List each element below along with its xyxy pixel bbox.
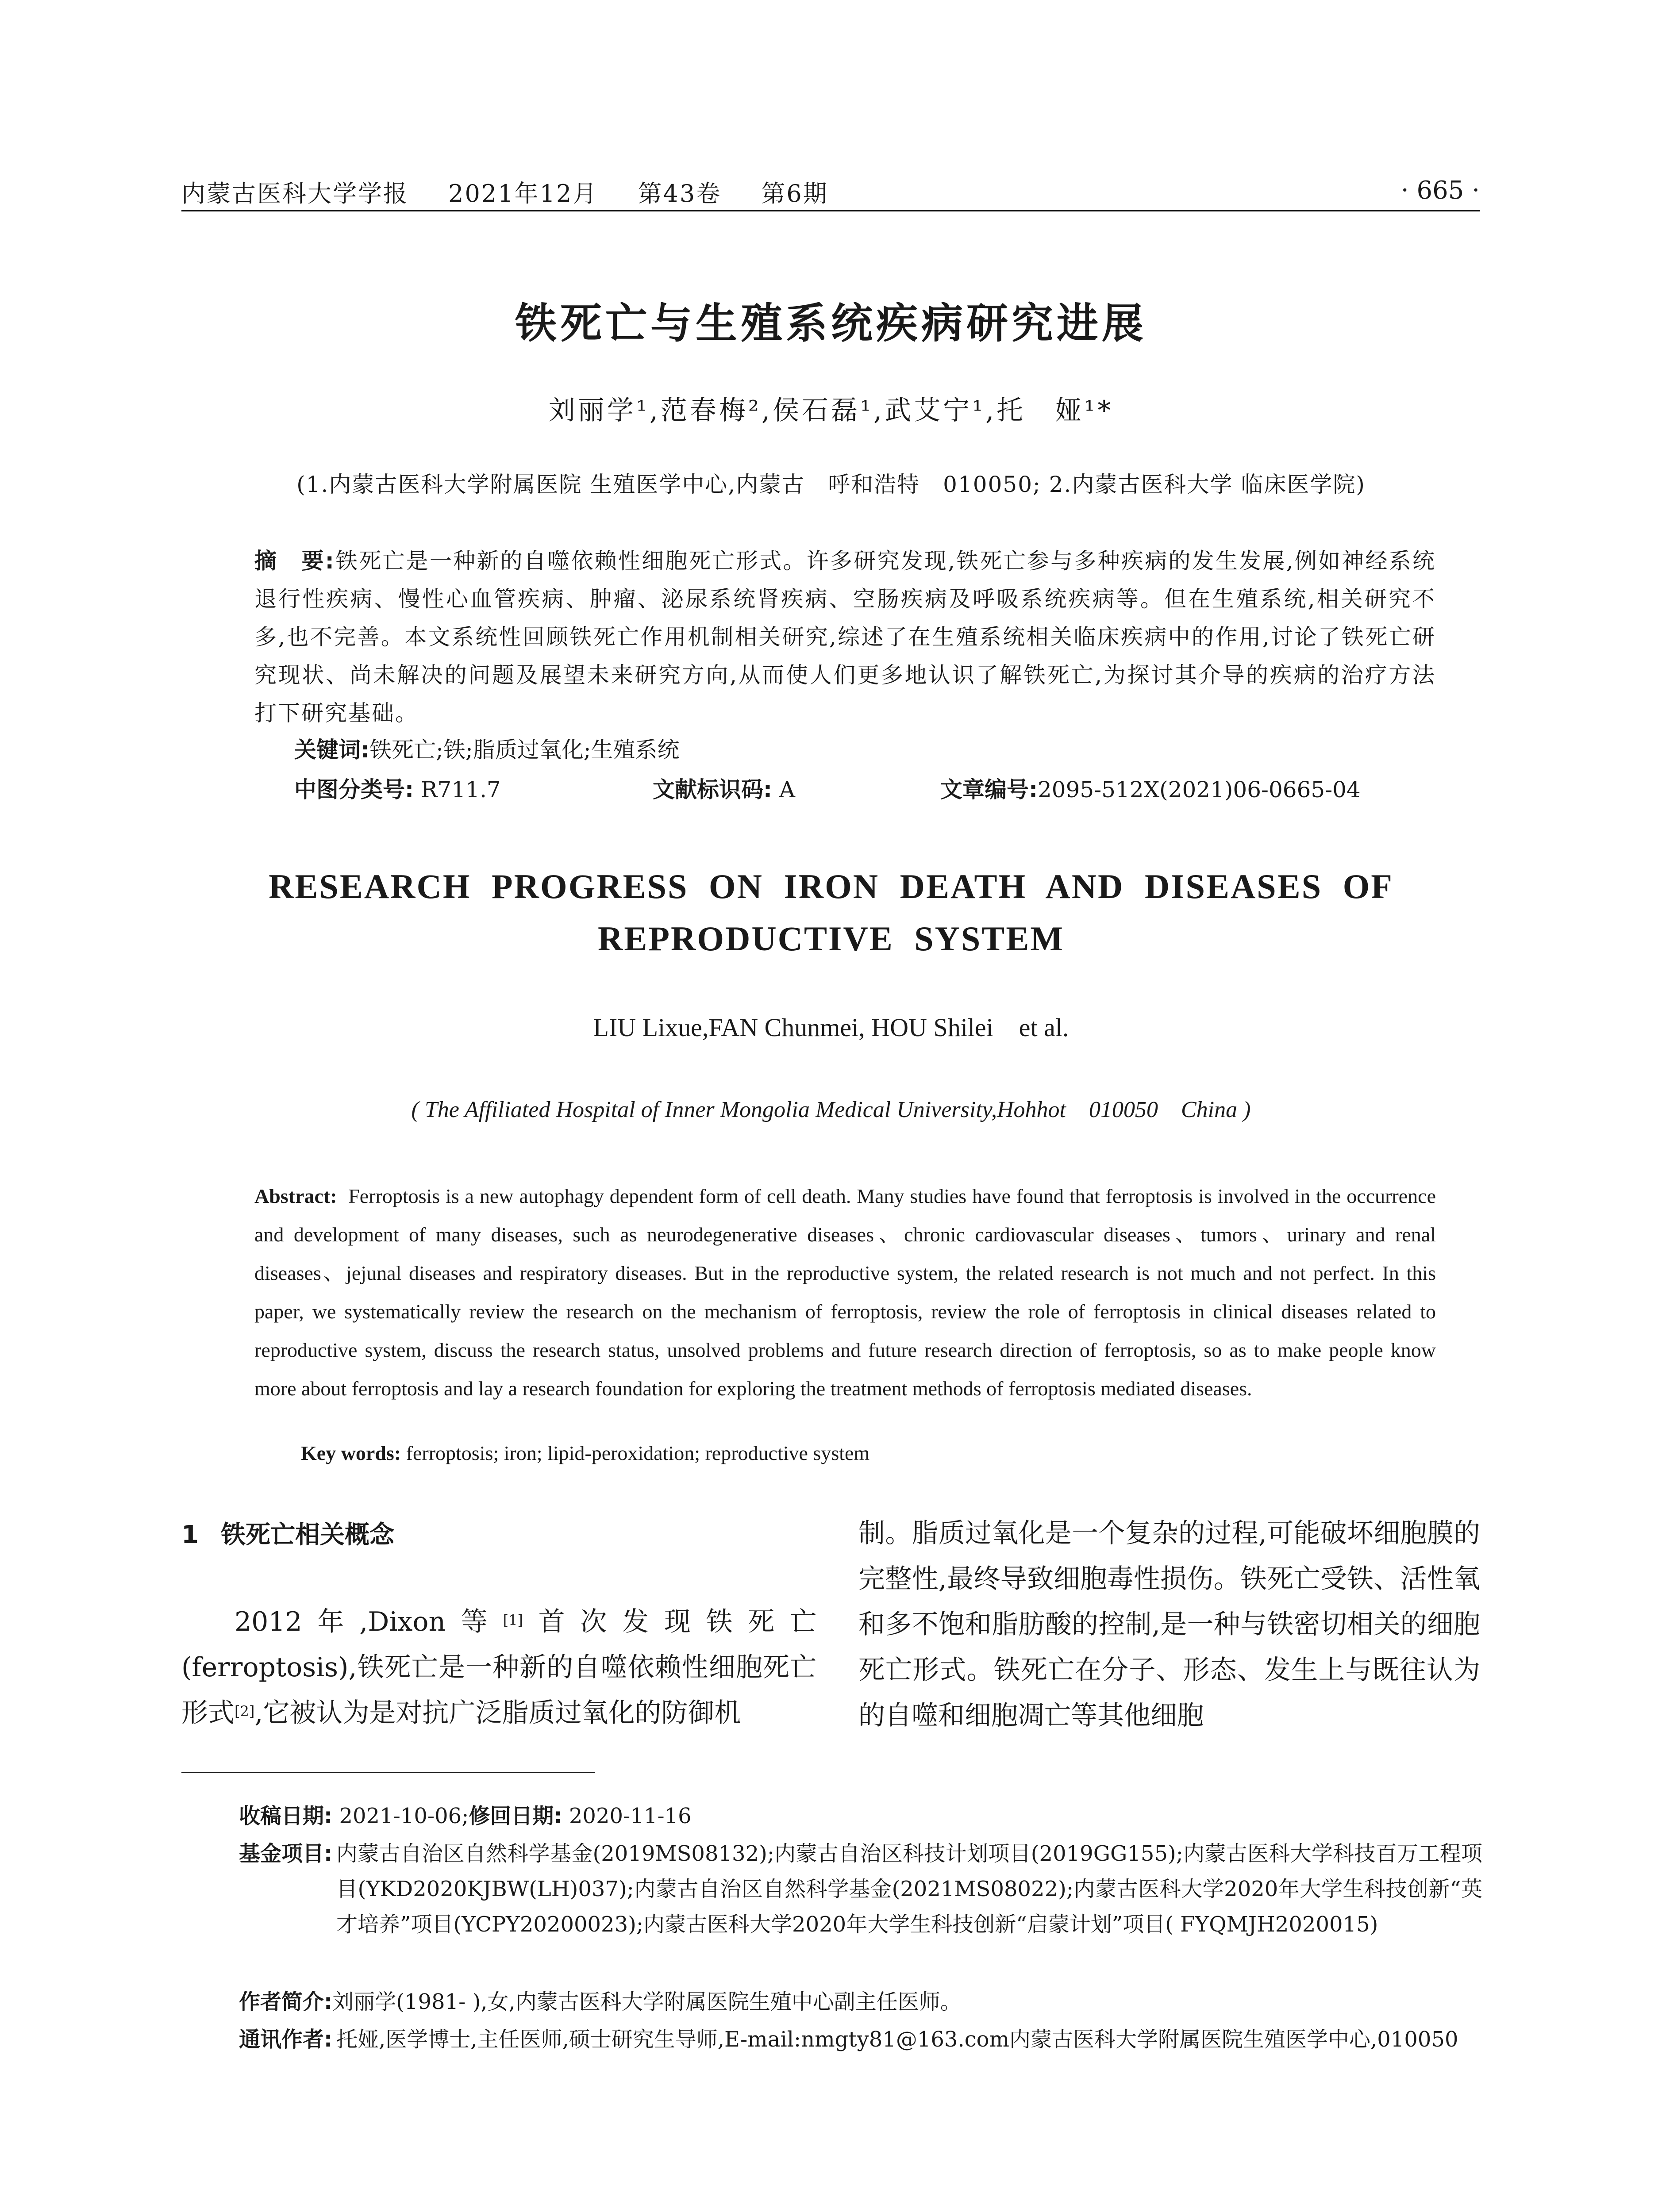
corresponding-text: 托娅,医学博士,主任医师,硕士研究生导师,E-mail:nmgty81@163.com内蒙古医科大学附属医院生殖医学中心,010050 (336, 2027, 1458, 2052)
title-english-line2: REPRODUCTIVE SYSTEM (598, 919, 1064, 958)
footnote-rule (181, 1772, 595, 1773)
abstract-english-label: Abstract: (254, 1185, 337, 1207)
keywords-english-label: Key words: (301, 1442, 401, 1464)
abstract-english (254, 1177, 1436, 1408)
body-text: ,它被认为是对抗广泛脂质过氧化的防御机 (254, 1697, 741, 1728)
clc-number: 中图分类号: R711.7 (294, 777, 501, 803)
section-heading (181, 1515, 394, 1551)
journal-name: 内蒙古医科大学学报 (181, 180, 408, 207)
section-title: 铁死亡相关概念 (220, 1521, 394, 1549)
body-text: 首次发现铁死亡(ferroptosis),铁死亡是一种新的自噬依赖性细胞死亡形式 (181, 1606, 816, 1728)
funding-text: 内蒙古自治区自然科学基金(2019MS08132);内蒙古自治区科技计划项目(2019GG155);内蒙古医科大学科技百万工程项目(YKD2020KJBW(LH)037);内蒙古自治区自然科学基金(2021MS08022);内蒙古医科大学2020年大学生科技创新“英才培养”项目(YCPY20200023);内蒙古医科大学2020年大学生科技创新“启蒙计划”项目( FYQMJH2020015) (336, 1841, 1482, 1937)
affiliation-chinese: (1.内蒙古医科大学附属医院 生殖医学中心,内蒙古 呼和浩特 010050; 2.内蒙古医科大学 临床医学院) (296, 472, 1366, 497)
issue-date: 2021年12月 (448, 180, 598, 207)
keywords-english (301, 1441, 869, 1465)
volume: 第43卷 (638, 180, 722, 207)
footnote-dates: 收稿日期: 2021-10-06;修回日期: 2020-11-16 (239, 1804, 692, 1828)
body-column-left (181, 1599, 816, 1736)
corresponding-label: 通讯作者: (239, 2027, 333, 2052)
funding-label: 基金项目: (239, 1841, 333, 1866)
running-header (181, 175, 859, 209)
page-number: · 665 · (1400, 176, 1480, 205)
keywords-chinese (294, 732, 680, 764)
article-number: 文章编号:2095-512X(2021)06-0665-04 (940, 777, 1361, 803)
section-number: 1 (181, 1521, 199, 1549)
footnote-funding (239, 1836, 1482, 1937)
authors-english: LIU Lixue,FAN Chunmei, HOU Shilei et al. (593, 1013, 1069, 1042)
keywords-chinese-text: 铁死亡;铁;脂质过氧化;生殖系统 (369, 737, 680, 763)
header-rule (181, 210, 1480, 211)
body-text: 2012年,Dixon等 (235, 1606, 503, 1637)
abstract-english-text: Ferroptosis is a new autophagy dependent form of cell death. Many studies have found that ferroptosis is involved in the occurrence and development of many diseases, such as neurodegenerative diseases、chronic cardiovascular diseases、tumors、urinary and renal diseases、jejunal diseases and respiratory diseases. But in the reproductive system, the related research is not much and not perfect. In this paper, we systematically review the research on the mechanism of ferroptosis, review the role of ferroptosis in clinical diseases related to reproductive system, discuss the research status, unsolved problems and future research direction of ferroptosis, so as to make people know more about ferroptosis and lay a research foundation for exploring the treatment methods of ferroptosis mediated diseases. (254, 1185, 1436, 1400)
abstract-chinese-label: 摘 要: (254, 548, 335, 574)
abstract-chinese-text: 铁死亡是一种新的自噬依赖性细胞死亡形式。许多研究发现,铁死亡参与多种疾病的发生发展,例如神经系统退行性疾病、慢性心血管疾病、肿瘤、泌尿系统肾疾病、空肠疾病及呼吸系统疾病等。但在生殖系统,相关研究不多,也不完善。本文系统性回顾铁死亡作用机制相关研究,综述了在生殖系统相关临床疾病中的作用,讨论了铁死亡研究现状、尚未解决的问题及展望未来研究方向,从而使人们更多地认识了解铁死亡,为探讨其介导的疾病的治疗方法打下研究基础。 (254, 548, 1436, 726)
body-column-right: 制。脂质过氧化是一个复杂的过程,可能破坏细胞膜的完整性,最终导致细胞毒性损伤。铁死亡受铁、活性氧和多不饱和脂肪酸的控制,是一种与铁密切相关的细胞死亡形式。铁死亡在分子、形态、发生上与既往认为的自噬和细胞凋亡等其他细胞 (858, 1518, 1480, 1731)
title-english-line1: RESEARCH PROGRESS ON IRON DEATH AND DISEASES OF (269, 867, 1393, 906)
title-english (0, 860, 1662, 965)
footnote-corresponding-author (239, 2022, 1482, 2057)
affiliation-english: ( The Affiliated Hospital of Inner Mongolia Medical University,Hohhot 010050 China ) (411, 1097, 1251, 1122)
authors-chinese: 刘丽学¹,范春梅²,侯石磊¹,武艾宁¹,托 娅¹* (548, 395, 1114, 426)
document-code: 文献标识码: A (653, 777, 796, 803)
keywords-english-text: ferroptosis; iron; lipid-peroxidation; reproductive system (406, 1442, 870, 1464)
issue-number: 第6期 (761, 180, 828, 207)
abstract-chinese (254, 542, 1436, 732)
title-chinese: 铁死亡与生殖系统疾病研究进展 (515, 300, 1147, 348)
keywords-chinese-label: 关键词: (294, 737, 369, 763)
citation-ref: [2] (235, 1703, 255, 1720)
footnote-author-bio: 作者简介:刘丽学(1981- ),女,内蒙古医科大学附属医院生殖中心副主任医师。 (239, 1989, 962, 2014)
citation-ref: [1] (503, 1612, 523, 1628)
